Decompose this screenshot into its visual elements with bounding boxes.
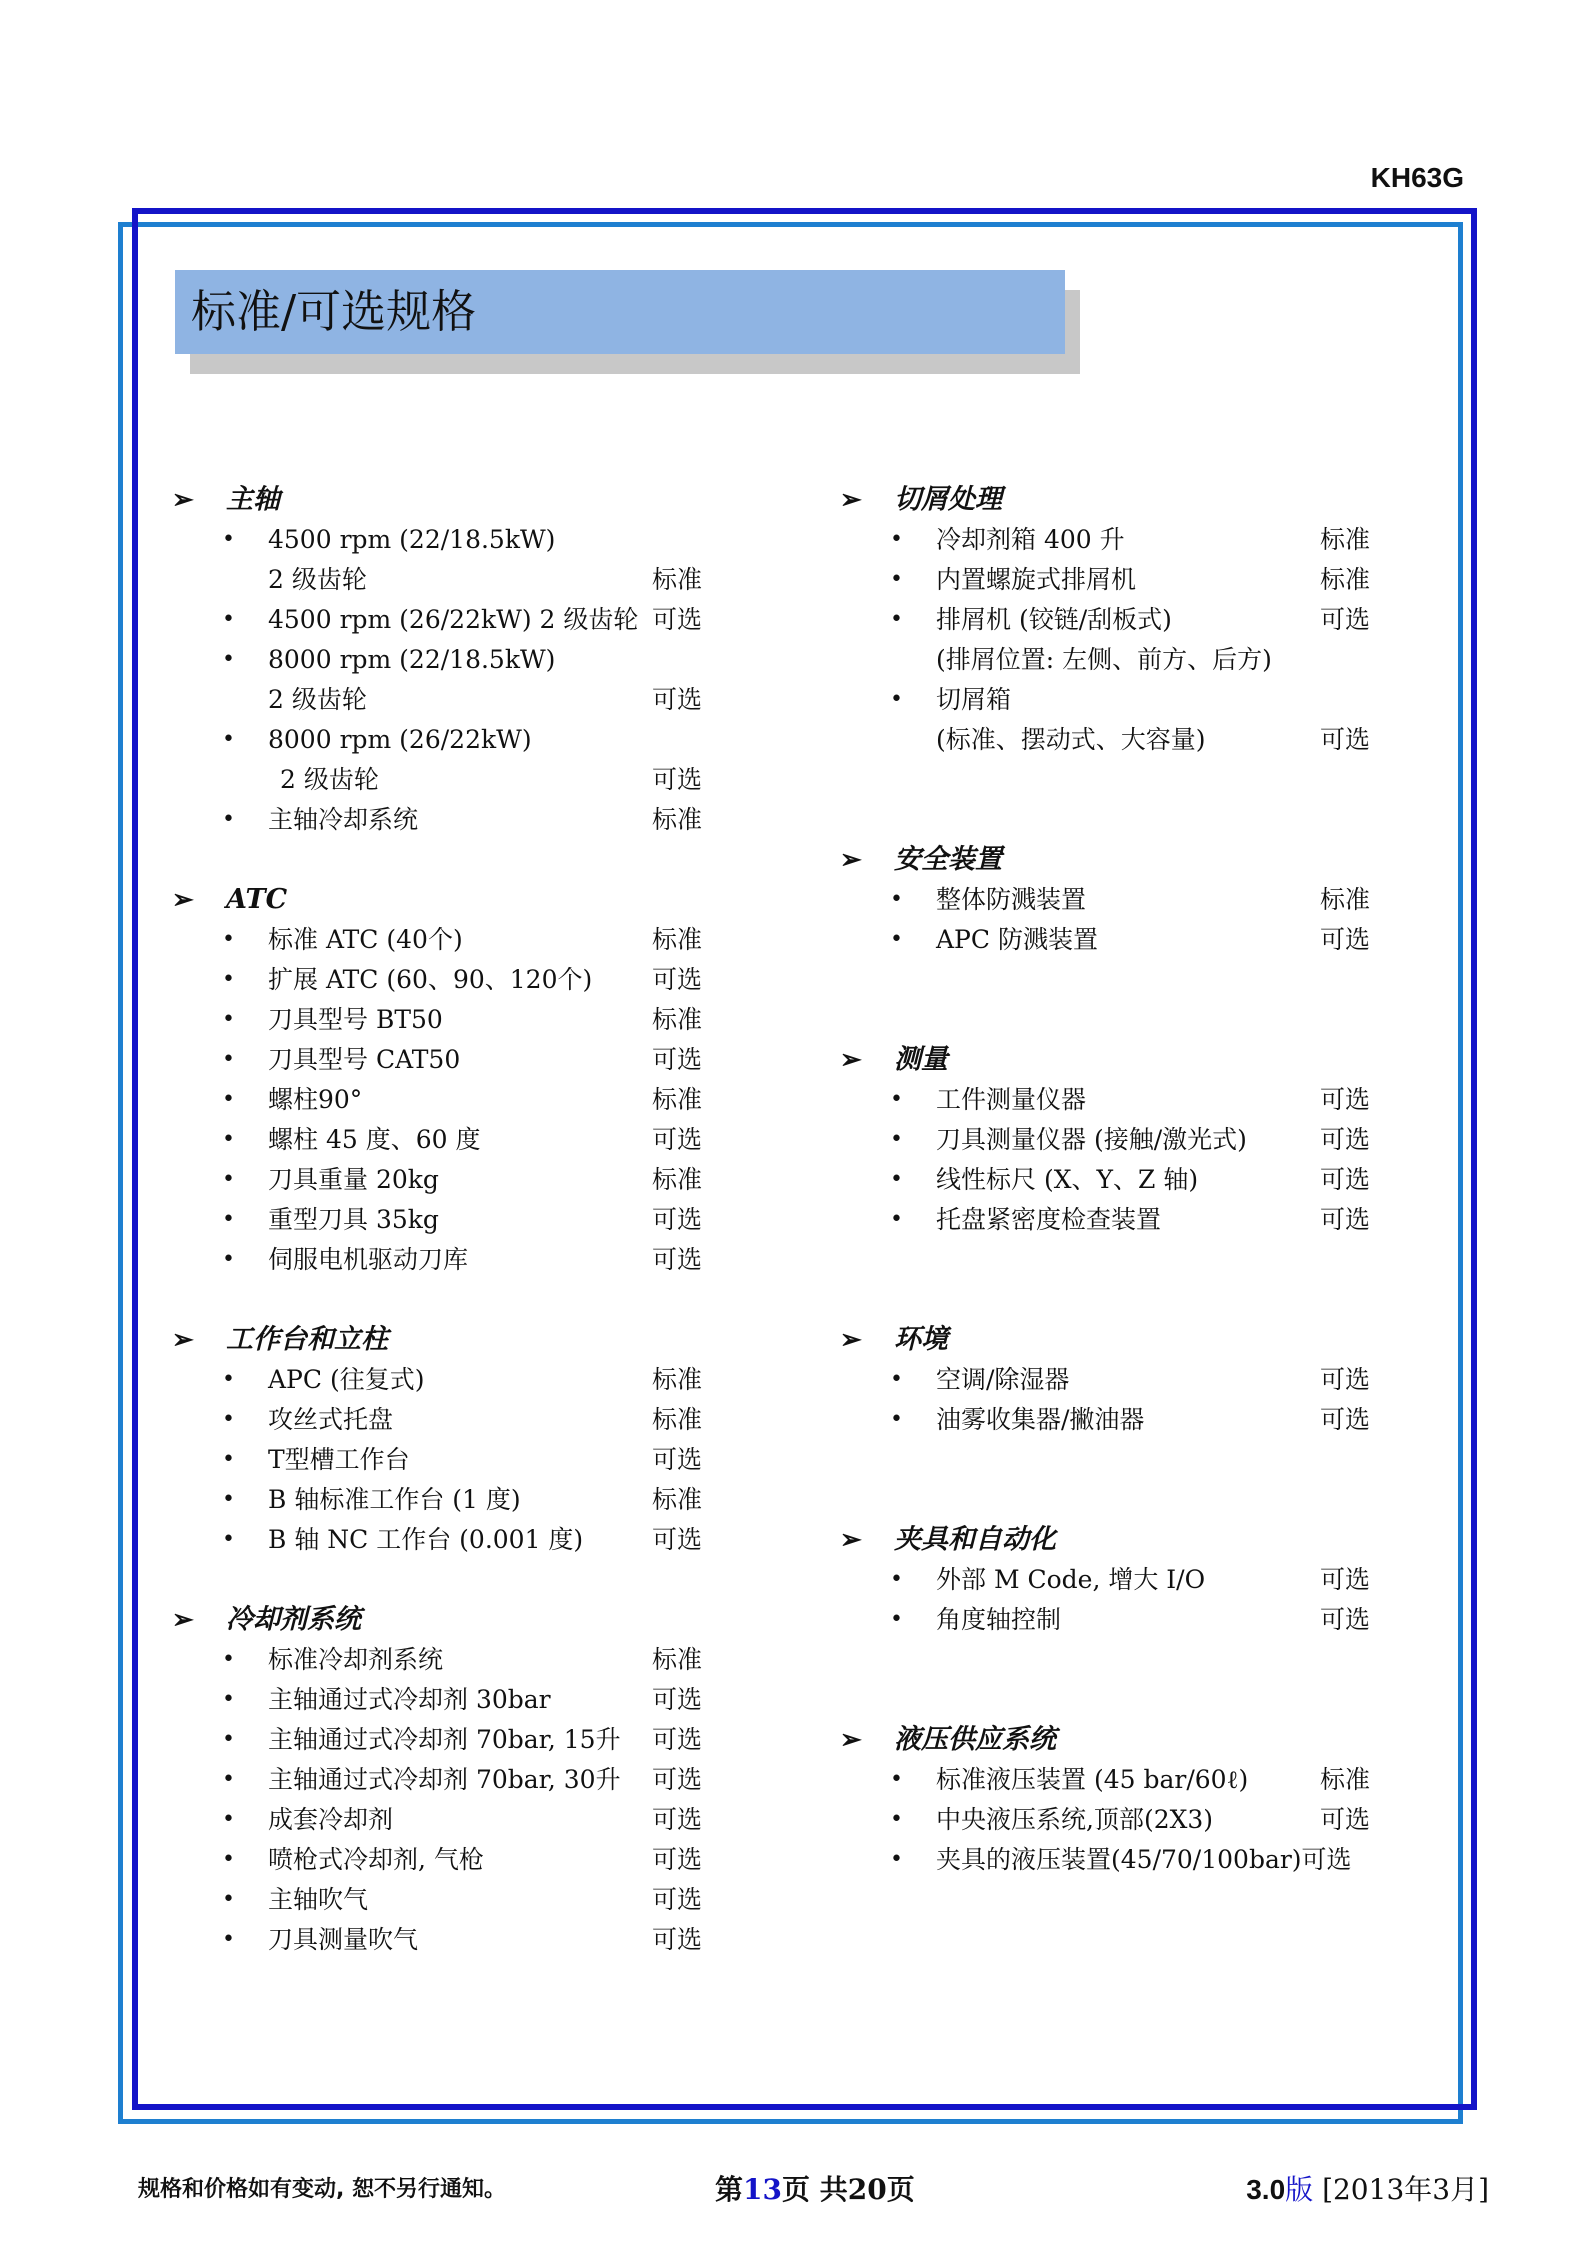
spec-item: • T型槽工作台 可选 [172,1440,712,1480]
spec-item: • 主轴冷却系统 标准 [172,800,712,840]
section-heading: 切屑处理 [894,484,1002,515]
section-coolant [172,1600,712,1960]
spec-item: • 中央液压系统,顶部(2X3) 可选 [840,1800,1380,1840]
spec-value: 标准 [652,1085,703,1114]
version-number: 3.0 [1246,2174,1286,2205]
spec-item: • 主轴通过式冷却剂 70bar, 30升 可选 [172,1760,712,1800]
bullet-icon: • [222,1247,235,1272]
spec-value: 可选 [652,1045,703,1074]
spec-value: 可选 [1320,725,1371,754]
spec-item: • 伺服电机驱动刀库 可选 [172,1240,712,1280]
spec-item: • 托盘紧密度检查装置 可选 [840,1200,1380,1240]
bullet-icon: • [890,687,903,712]
bullet-icon: • [222,1687,235,1712]
bullet-icon: • [890,927,903,952]
left-column [172,480,712,1960]
bullet-icon: • [222,1647,235,1672]
spec-value: 可选 [1320,1605,1371,1634]
spec-item: • 冷却剂箱 400 升 标准 [840,520,1380,560]
section-heading: 工作台和立柱 [226,1324,388,1355]
spec-item: • 重型刀具 35kg 可选 [172,1200,712,1240]
bullet-icon: • [222,607,235,632]
bullet-icon: • [222,1767,235,1792]
spec-value: 标准 [1320,565,1371,594]
bullet-icon: • [890,1207,903,1232]
spec-value: 可选 [652,965,703,994]
spec-item: 2 级齿轮 可选 [172,680,712,720]
spec-value: 可选 [1320,1125,1371,1154]
spec-item: (标准、摆动式、大容量) 可选 [840,720,1380,760]
spec-value: 标准 [652,1405,703,1434]
spec-value: 可选 [1320,605,1371,634]
bullet-icon: • [222,1527,235,1552]
bullet-icon: • [222,967,235,992]
arrow-bullet-icon: ➢ [840,1725,862,1755]
spec-value: 可选 [1320,1085,1371,1114]
spec-item: • 4500 rpm (26/22kW) 2 级齿轮 可选 [172,600,712,640]
spec-value: 可选 [1320,1565,1371,1594]
spec-value: 可选 [1320,1165,1371,1194]
bullet-icon: • [890,1127,903,1152]
spec-value: 可选 [652,1525,703,1554]
spec-value: 可选 [652,1125,703,1154]
spec-value: 可选 [652,685,703,714]
bullet-icon: • [890,1167,903,1192]
spec-item: • 外部 M Code, 增大 I/O 可选 [840,1560,1380,1600]
spec-item: • B 轴 NC 工作台 (0.001 度) 可选 [172,1520,712,1560]
spec-value: 可选 [1320,925,1371,954]
bullet-icon: • [222,1367,235,1392]
bullet-icon: • [890,527,903,552]
spec-value: 可选 [652,1685,703,1714]
spec-value: 标准 [1320,885,1371,914]
spec-item: 2 级齿轮 标准 [172,560,712,600]
bullet-icon: • [222,1807,235,1832]
spec-value: 可选 [652,1845,703,1874]
spec-value: 可选 [652,1245,703,1274]
arrow-bullet-icon: ➢ [840,1525,862,1555]
bullet-icon: • [222,1167,235,1192]
spec-value: 可选 [652,765,703,794]
spec-item: • 线性标尺 (X、Y、Z 轴) 可选 [840,1160,1380,1200]
spec-value: 可选 [652,1885,703,1914]
bullet-icon: • [890,1807,903,1832]
bullet-icon: • [222,1727,235,1752]
bullet-icon: • [890,1087,903,1112]
section-table-column [172,1320,712,1560]
page-title: 标准/可选规格 [175,270,1065,354]
spec-item: • 刀具测量仪器 (接触/激光式) 可选 [840,1120,1380,1160]
section-heading: 测量 [894,1044,948,1075]
spec-value: 可选 [652,1205,703,1234]
spec-item: • 标准冷却剂系统 标准 [172,1640,712,1680]
bullet-icon: • [890,1847,903,1872]
arrow-bullet-icon: ➢ [172,1325,194,1355]
spec-value: 标准 [652,1485,703,1514]
bullet-icon: • [222,727,235,752]
release-date: [2013年3月] [1313,2173,1489,2206]
spec-item: • 排屑机 (铰链/刮板式) 可选 [840,600,1380,640]
spec-value: 可选 [652,605,703,634]
arrow-bullet-icon: ➢ [840,1325,862,1355]
spec-item: • B 轴标准工作台 (1 度) 标准 [172,1480,712,1520]
bullet-icon: • [890,567,903,592]
version-info: 3.0版 [2013年3月] [1246,2173,1489,2206]
spec-item: • 夹具的液压装置(45/70/100bar)可选 [840,1840,1380,1880]
spec-item: • 油雾收集器/撇油器 可选 [840,1400,1380,1440]
section-measurement [840,1040,1380,1240]
bullet-icon: • [222,1207,235,1232]
spec-item: • 标准液压装置 (45 bar/60ℓ) 标准 [840,1760,1380,1800]
spec-item: • 螺柱 45 度、60 度 可选 [172,1120,712,1160]
bullet-icon: • [222,647,235,672]
spec-item: • 整体防溅装置 标准 [840,880,1380,920]
section-spindle [172,480,712,840]
section-heading: 主轴 [226,484,280,515]
bullet-icon: • [890,1567,903,1592]
section-chip-handling [840,480,1380,760]
spec-value: 标准 [652,1165,703,1194]
spec-value: 可选 [652,1805,703,1834]
section-heading: 夹具和自动化 [894,1524,1056,1555]
spec-item: • 攻丝式托盘 标准 [172,1400,712,1440]
spec-item: • 8000 rpm (22/18.5kW) [172,640,712,680]
bullet-icon: • [222,1087,235,1112]
spec-item: • 刀具重量 20kg 标准 [172,1160,712,1200]
section-environment [840,1320,1380,1440]
spec-item: • 扩展 ATC (60、90、120个) 可选 [172,960,712,1000]
spec-item: • APC (往复式) 标准 [172,1360,712,1400]
spec-value: 可选 [652,1925,703,1954]
spec-item: • 内置螺旋式排屑机 标准 [840,560,1380,600]
section-heading: 环境 [894,1324,948,1355]
bullet-icon: • [222,927,235,952]
spec-value: 可选 [1320,1365,1371,1394]
arrow-bullet-icon: ➢ [840,485,862,515]
current-page: 13 [743,2173,782,2206]
spec-value: 标准 [652,805,703,834]
bullet-icon: • [222,1887,235,1912]
arrow-bullet-icon: ➢ [172,485,194,515]
spec-value: 可选 [652,1725,703,1754]
spec-value: 可选 [652,1765,703,1794]
spec-item: • 4500 rpm (22/18.5kW) [172,520,712,560]
arrow-bullet-icon: ➢ [172,1605,194,1635]
bullet-icon: • [222,1447,235,1472]
spec-value: 标准 [652,565,703,594]
bullet-icon: • [222,1847,235,1872]
arrow-bullet-icon: ➢ [840,845,862,875]
spec-value: 标准 [652,1005,703,1034]
spec-item: • 工件测量仪器 可选 [840,1080,1380,1120]
spec-item: • 标准 ATC (40个) 标准 [172,920,712,960]
spec-value: 可选 [1320,1205,1371,1234]
spec-value: 可选 [1320,1405,1371,1434]
spec-value: 标准 [652,1645,703,1674]
section-fixture-automation [840,1520,1380,1640]
section-heading: ATC [226,884,288,915]
section-atc [172,880,712,1280]
arrow-bullet-icon: ➢ [172,885,194,915]
spec-value: 标准 [652,925,703,954]
bullet-icon: • [222,1127,235,1152]
spec-item: 2 级齿轮 可选 [172,760,712,800]
bullet-icon: • [222,1047,235,1072]
section-heading: 安全装置 [894,844,1002,875]
section-hydraulic [840,1720,1380,1880]
bullet-icon: • [222,1927,235,1952]
bullet-icon: • [222,807,235,832]
spec-value: 标准 [1320,525,1371,554]
spec-item: • APC 防溅装置 可选 [840,920,1380,960]
spec-item: • 主轴吹气 可选 [172,1880,712,1920]
spec-item: • 刀具型号 CAT50 可选 [172,1040,712,1080]
bullet-icon: • [222,1407,235,1432]
spec-item: • 主轴通过式冷却剂 30bar 可选 [172,1680,712,1720]
section-heading: 液压供应系统 [894,1724,1056,1755]
bullet-icon: • [222,1007,235,1032]
spec-item: • 切屑箱 [840,680,1380,720]
spec-item: • 角度轴控制 可选 [840,1600,1380,1640]
spec-value: 标准 [652,1365,703,1394]
arrow-bullet-icon: ➢ [840,1045,862,1075]
bullet-icon: • [890,1407,903,1432]
spec-item: • 螺柱90° 标准 [172,1080,712,1120]
spec-item: • 喷枪式冷却剂, 气枪 可选 [172,1840,712,1880]
footer-notice: 规格和价格如有变动, 恕不另行通知。 [138,2177,507,2202]
bullet-icon: • [890,887,903,912]
bullet-icon: • [890,607,903,632]
spec-item: • 刀具型号 BT50 标准 [172,1000,712,1040]
spec-item: • 8000 rpm (26/22kW) [172,720,712,760]
bullet-icon: • [890,1367,903,1392]
page-number: 第13页 共20页 [715,2173,915,2206]
spec-item: • 空调/除湿器 可选 [840,1360,1380,1400]
spec-value: 可选 [1320,1805,1371,1834]
bullet-icon: • [890,1607,903,1632]
spec-value: 标准 [1320,1765,1371,1794]
spec-item: • 成套冷却剂 可选 [172,1800,712,1840]
section-heading: 冷却剂系统 [226,1604,361,1635]
model-number: KH63G [1370,162,1464,193]
section-safety [840,840,1380,960]
bullet-icon: • [222,527,235,552]
bullet-icon: • [222,1487,235,1512]
spec-item: • 主轴通过式冷却剂 70bar, 15升 可选 [172,1720,712,1760]
bullet-icon: • [890,1767,903,1792]
spec-item: • 刀具测量吹气 可选 [172,1920,712,1960]
right-column [840,480,1380,1880]
spec-item: (排屑位置: 左侧、前方、后方) [936,645,1272,674]
total-pages: 20 [847,2173,887,2206]
spec-value: 可选 [652,1445,703,1474]
